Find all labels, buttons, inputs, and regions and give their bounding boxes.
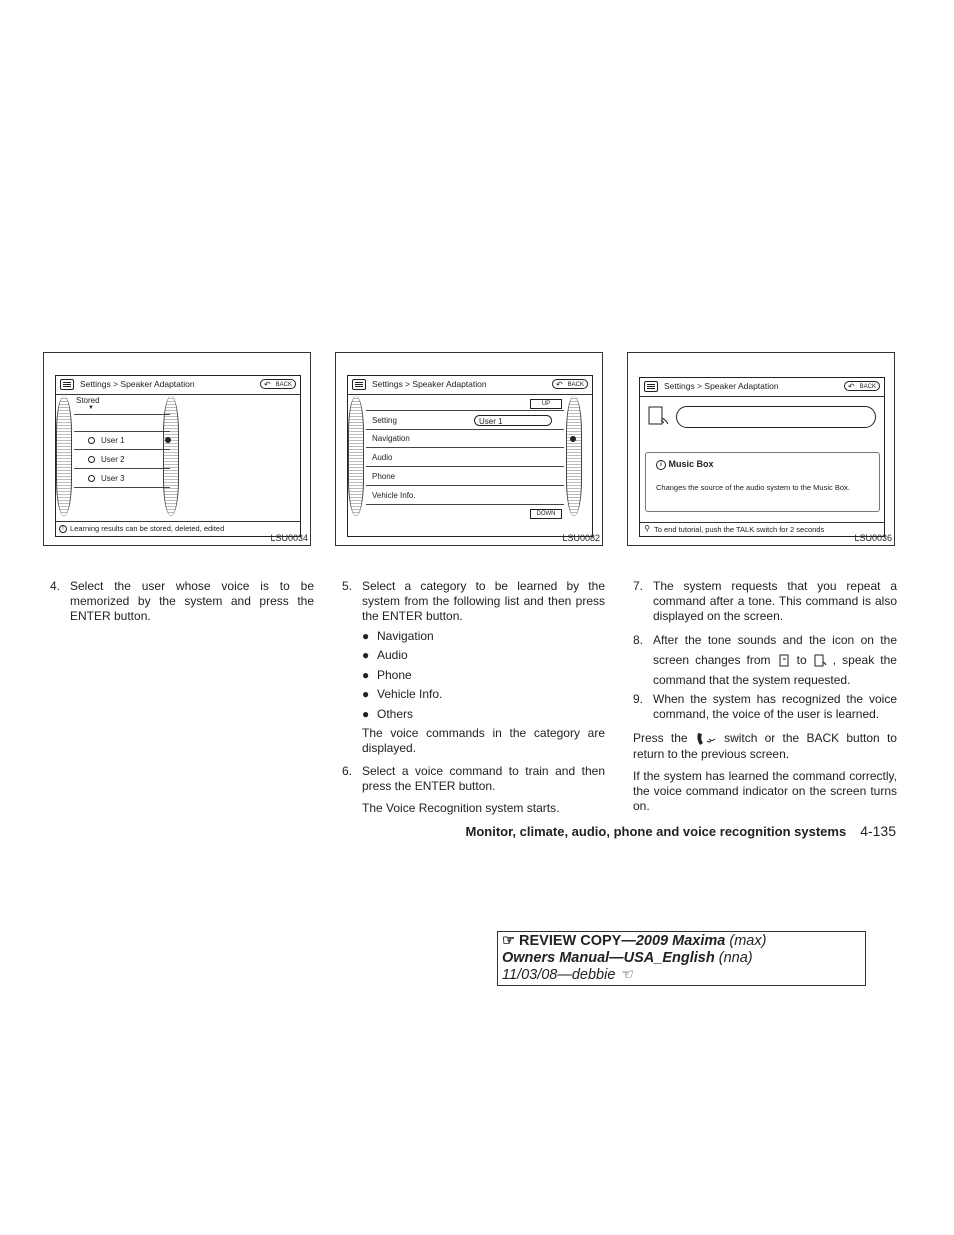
step-9: 9. When the system has recognized the voice command, the voice of the user is learned. bbox=[633, 692, 897, 721]
figure-caption: LSU0082 bbox=[562, 533, 600, 543]
figure-lsu0034 bbox=[43, 352, 311, 546]
review-copy-stamp: ☞ REVIEW COPY—2009 Maxima (max) Owners Manual—USA_English (nna) 11/03/08—debbie ☜ bbox=[497, 931, 866, 986]
screen-user-select bbox=[55, 375, 301, 537]
screen-title: Settings > Speaker Adaptation bbox=[80, 379, 195, 389]
column-1 bbox=[50, 579, 314, 624]
stored-label: Stored bbox=[76, 396, 100, 405]
up-button[interactable]: UP bbox=[530, 399, 562, 409]
step-7: 7. The system requests that you repeat a command after a tone. This command is also displayed on the screen. bbox=[633, 579, 897, 623]
figure-lsu0036 bbox=[627, 352, 895, 546]
command-description: Changes the source of the audio system to the Music Box. bbox=[656, 483, 850, 492]
screen-header bbox=[348, 376, 592, 395]
voice-speaking-icon bbox=[813, 654, 827, 668]
list-item: ● Others bbox=[362, 706, 414, 721]
step-5-note: The voice commands in the category are displayed. bbox=[362, 726, 605, 755]
dial-knob bbox=[570, 436, 576, 442]
column-2 bbox=[342, 579, 605, 816]
left-dial bbox=[56, 396, 72, 516]
figure-lsu0082 bbox=[335, 352, 603, 546]
left-dial bbox=[348, 396, 364, 516]
pointing-hand-icon: ☞ bbox=[502, 933, 515, 949]
back-button[interactable]: ↶ BACK bbox=[260, 379, 296, 389]
section-title: Monitor, climate, audio, phone and voice recognition systems bbox=[465, 824, 847, 839]
menu-icon bbox=[352, 379, 366, 390]
voice-command-indicator bbox=[676, 406, 876, 428]
page-footer bbox=[466, 823, 897, 839]
info-icon: ! bbox=[59, 525, 67, 533]
voice-recognition-icon bbox=[648, 406, 670, 428]
list-item: ● Navigation bbox=[362, 628, 434, 643]
command-panel bbox=[645, 452, 880, 512]
list-item: ● Vehicle Info. bbox=[362, 687, 443, 701]
list-item-user-3[interactable]: User 3 bbox=[74, 469, 170, 488]
screen-title: Settings > Speaker Adaptation bbox=[664, 381, 779, 391]
tip-bar: ! Learning results can be stored, deleted, edited bbox=[56, 521, 300, 536]
voice-icon: ⚲ bbox=[644, 524, 650, 533]
talk-switch-icon bbox=[695, 731, 717, 747]
voice-ready-icon bbox=[777, 654, 791, 668]
back-button[interactable]: ↶ BACK bbox=[844, 381, 880, 391]
radio-icon bbox=[88, 437, 95, 444]
page-number: 4-135 bbox=[860, 823, 896, 839]
radio-icon bbox=[88, 475, 95, 482]
screen-header bbox=[56, 376, 300, 395]
right-dial bbox=[566, 396, 582, 516]
command-title: i Music Box bbox=[656, 459, 714, 470]
category-list bbox=[342, 629, 605, 722]
list-item-user-1[interactable]: User 1 bbox=[74, 431, 170, 450]
screen-tutorial bbox=[639, 377, 885, 537]
column-3 bbox=[633, 579, 897, 814]
list-item-user-2[interactable]: User 2 bbox=[74, 450, 170, 469]
list-item-empty bbox=[74, 414, 170, 432]
closing-paragraph: If the system has learned the command correctly, the voice command indicator on the screen turns on. bbox=[633, 769, 897, 813]
step-4: 4. Select the user whose voice is to be memorized by the system and press the ENTER button. bbox=[50, 579, 314, 623]
figure-caption: LSU0034 bbox=[270, 533, 308, 543]
list-item-vehicle-info[interactable]: Vehicle Info. bbox=[366, 486, 564, 505]
list-item: ● Phone bbox=[362, 667, 412, 682]
step-8: 8. After the tone sounds and the icon on the screen changes from to , speak the command that the system requested. bbox=[633, 633, 897, 687]
step-5: 5. Select a category to be learned by the system from the following list and then press the ENTER button. bbox=[342, 579, 605, 623]
list-item: ● Audio bbox=[362, 648, 408, 662]
down-button[interactable]: DOWN bbox=[530, 509, 562, 519]
screen-title: Settings > Speaker Adaptation bbox=[372, 379, 487, 389]
list-item-setting[interactable]: Setting User 1 bbox=[366, 410, 564, 430]
dial-knob bbox=[165, 437, 171, 443]
list-item-audio[interactable]: Audio bbox=[366, 448, 564, 467]
list-item-navigation[interactable]: Navigation bbox=[366, 429, 564, 448]
step-6-note: The Voice Recognition system starts. bbox=[362, 801, 560, 815]
step-6: 6. Select a voice command to train and then press the ENTER button. bbox=[342, 764, 605, 793]
list-item-phone[interactable]: Phone bbox=[366, 467, 564, 486]
menu-icon bbox=[644, 381, 658, 392]
figure-caption: LSU0036 bbox=[854, 533, 892, 543]
screen-header bbox=[640, 378, 884, 397]
setting-value: User 1 bbox=[474, 415, 552, 426]
menu-icon bbox=[60, 379, 74, 390]
press-paragraph: Press the switch or the BACK button to return to the previous screen. bbox=[633, 731, 897, 761]
back-button[interactable]: ↶ BACK bbox=[552, 379, 588, 389]
screen-category-select bbox=[347, 375, 593, 537]
radio-icon bbox=[88, 456, 95, 463]
info-icon: i bbox=[656, 460, 666, 470]
pointing-hand-icon: ☜ bbox=[619, 967, 633, 983]
down-arrow-icon: ▼ bbox=[88, 405, 94, 411]
tip-bar: ⚲ To end tutorial, push the TALK switch for 2 seconds bbox=[640, 522, 884, 536]
